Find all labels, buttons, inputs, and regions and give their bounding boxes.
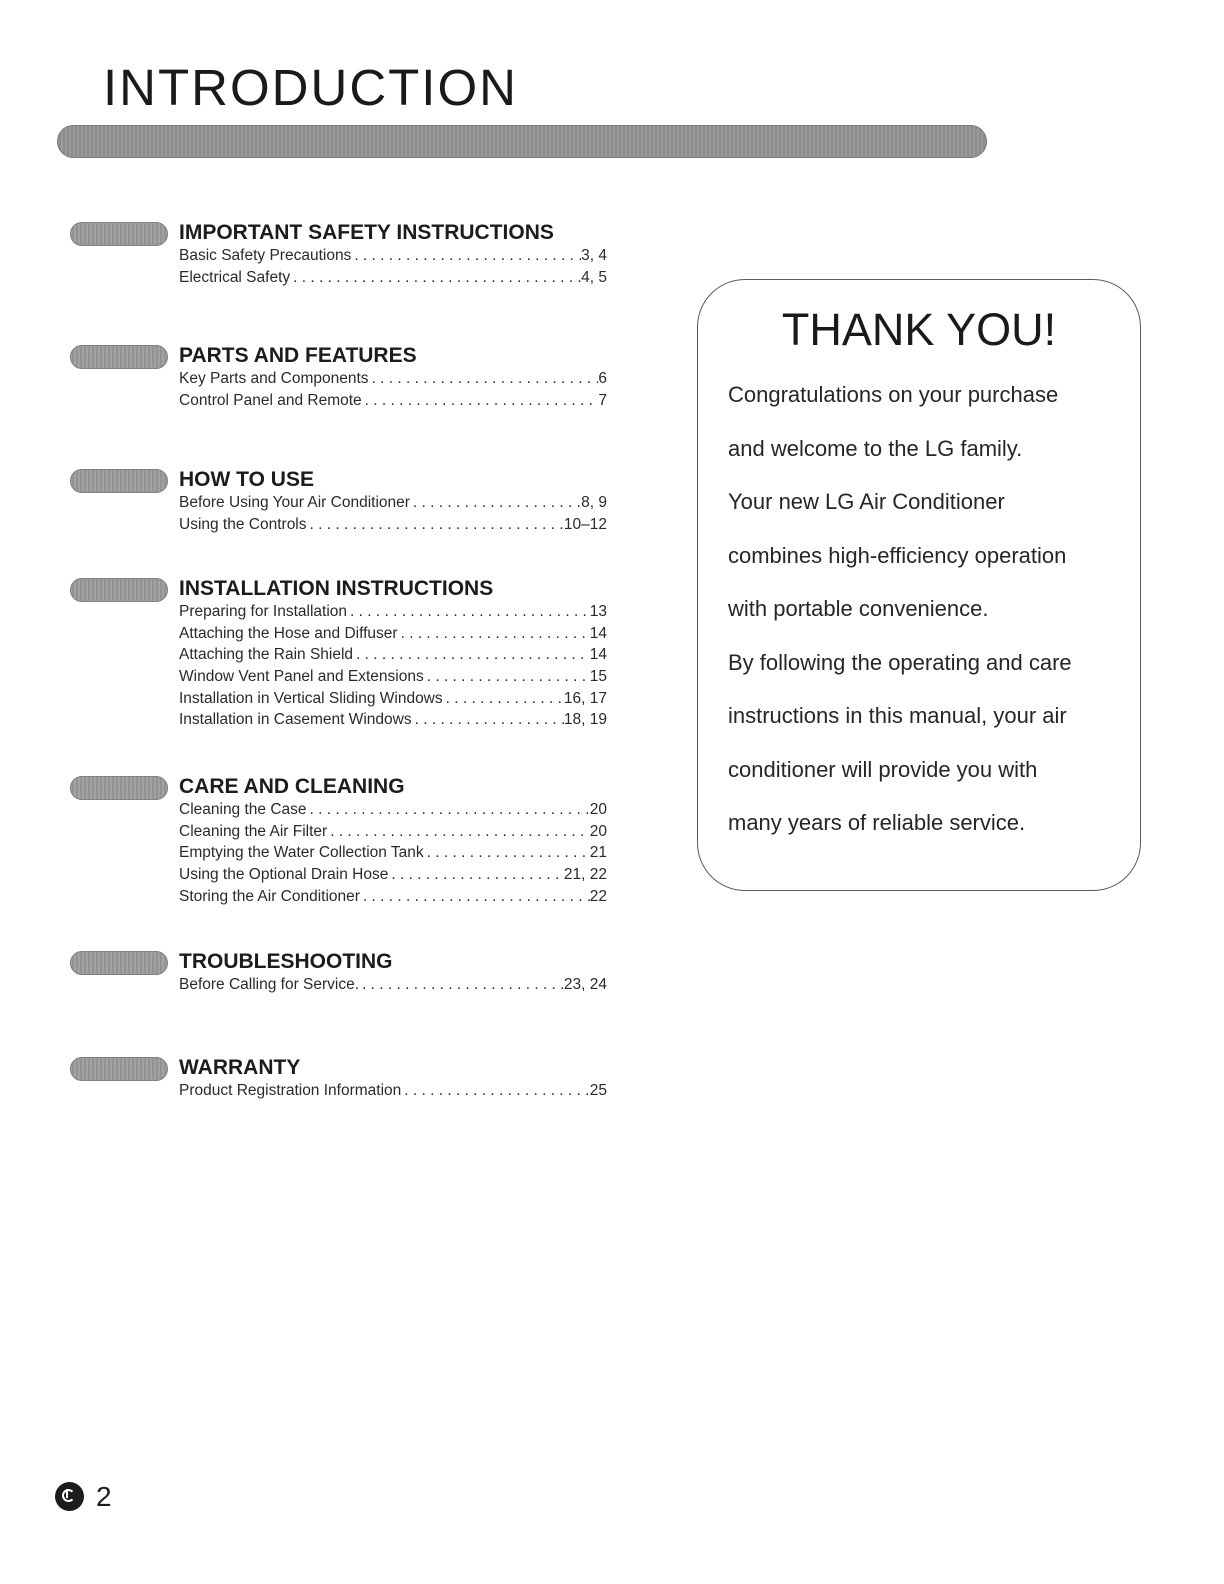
page-title: INTRODUCTION: [103, 59, 518, 116]
message-line: conditioner will provide you with: [728, 756, 1038, 782]
section-title[interactable]: IMPORTANT SAFETY INSTRUCTIONS: [179, 221, 554, 244]
section-marker: [70, 1057, 168, 1081]
message-line: and welcome to the LG family.: [728, 435, 1023, 461]
toc-entry[interactable]: Preparing for Installation . . . 13: [179, 601, 607, 623]
toc-entry[interactable]: Using the Controls . . . 10–12: [179, 514, 607, 536]
message-line: many years of reliable service.: [728, 810, 1026, 835]
section-marker: [70, 776, 168, 800]
section-title[interactable]: CARE AND CLEANING: [179, 775, 405, 798]
toc-entry[interactable]: Attaching the Hose and Diffuser . . . 14: [179, 623, 607, 645]
section-title[interactable]: TROUBLESHOOTING: [179, 950, 393, 973]
message-line: with portable convenience.: [728, 596, 989, 621]
thank-you-message: [728, 368, 1128, 850]
toc-entry[interactable]: Key Parts and Components . . . 6: [179, 368, 607, 390]
title-bar: [57, 125, 987, 158]
toc-entry[interactable]: Basic Safety Precautions . . . 3, 4: [179, 245, 607, 267]
section-marker: [70, 578, 168, 602]
message-line: instructions in this manual, your air: [728, 703, 1067, 728]
toc-entry[interactable]: Storing the Air Conditioner . . . 22: [179, 886, 607, 908]
message-line: Your new LG Air Conditioner: [728, 489, 1005, 514]
lg-logo-icon: [55, 1482, 84, 1511]
toc-entry[interactable]: Before Using Your Air Conditioner . . . 8, 9: [179, 492, 607, 514]
toc-entry[interactable]: Cleaning the Air Filter . . . 20: [179, 821, 607, 843]
toc-entry[interactable]: Window Vent Panel and Extensions . . . 15: [179, 666, 607, 688]
toc-entry[interactable]: Cleaning the Case . . . 20: [179, 799, 607, 821]
toc-entry[interactable]: Control Panel and Remote . . . 7: [179, 390, 607, 412]
section-marker: [70, 345, 168, 369]
page-number: 2: [96, 1480, 112, 1512]
toc-entry[interactable]: Installation in Casement Windows . . . 18, 19: [179, 709, 607, 731]
toc-entry[interactable]: Electrical Safety . . . 4, 5: [179, 267, 607, 289]
message-line: combines high-efficiency operation: [728, 542, 1067, 568]
toc-entry[interactable]: Using the Optional Drain Hose . . . 21, 22: [179, 864, 607, 886]
toc-entry[interactable]: Product Registration Information . . . 25: [179, 1080, 607, 1102]
section-title[interactable]: INSTALLATION INSTRUCTIONS: [179, 577, 494, 600]
thank-you-title: THANK YOU!: [781, 304, 1057, 355]
message-line: By following the operating and care: [728, 649, 1072, 675]
toc-entry[interactable]: Emptying the Water Collection Tank . . . 21: [179, 842, 607, 864]
section-title[interactable]: HOW TO USE: [179, 468, 314, 491]
section-marker: [70, 469, 168, 493]
toc-entry[interactable]: Before Calling for Service. . . . 23, 24: [179, 974, 607, 996]
page-footer: [55, 1482, 112, 1511]
section-marker: [70, 222, 168, 246]
section-title[interactable]: WARRANTY: [179, 1056, 301, 1079]
toc-entry[interactable]: Installation in Vertical Sliding Windows . . . 16, 17: [179, 688, 607, 710]
section-marker: [70, 951, 168, 975]
section-title[interactable]: PARTS AND FEATURES: [179, 344, 417, 367]
message-line: Congratulations on your purchase: [728, 382, 1059, 407]
toc-entry[interactable]: Attaching the Rain Shield . . . 14: [179, 644, 607, 666]
thank-you-box: [697, 279, 1141, 891]
